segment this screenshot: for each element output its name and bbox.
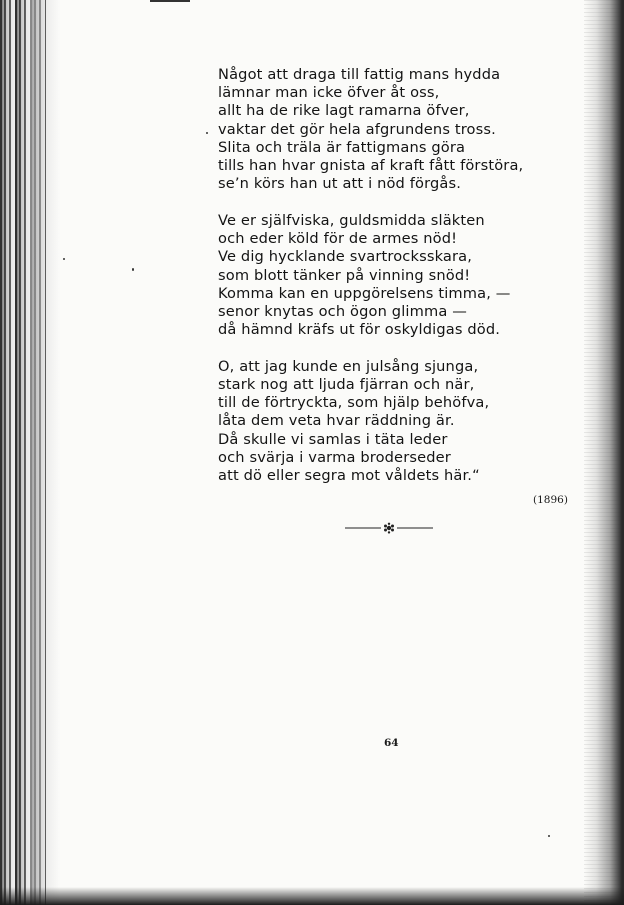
binding-shadow [30,0,60,905]
flower-ornament-icon [384,523,394,534]
stanza-1 [218,66,558,193]
scan-speck [206,132,208,134]
poem-line: se’n körs han ut att i nöd förgås. [218,175,462,193]
poem-line: låta dem veta hvar räddning är. [218,412,455,430]
poem-line: och eder köld för de armes nöd! [218,230,458,248]
page-number: 64 [384,737,399,749]
poem-line: vaktar det gör hela afgrundens tross. [218,120,496,138]
scan-speck [63,258,65,260]
poem-line: Då skulle vi samlas i täta leder [218,430,448,448]
poem-line: då hämnd kräfs ut för oskyldigas död. [218,321,501,339]
page-edge-top-mark [150,0,190,2]
poem-line: Ve dig hycklande svartrocksskara, [218,248,473,266]
poem-line: tills han hvar gnista af kraft fått förstöra, [218,157,524,175]
poem-year: (1896) [533,494,568,506]
poem-text [218,66,558,504]
poem-line: Något att draga till fattig mans hydda [218,66,501,83]
divider-ornament [345,521,433,535]
poem-line: allt ha de rike lagt ramarna öfver, [218,102,470,120]
poem-line: Ve er själfviska, guldsmidda släkten [218,211,485,229]
scan-speck [548,835,550,837]
poem-line: till de förtryckta, som hjälp behöfva, [218,394,490,412]
poem-line: senor knytas och ögon glimma — [218,302,467,320]
stanza-3 [218,358,558,485]
poem-line: O, att jag kunde en julsång sjunga, [218,357,479,375]
poem-line: lämnar man icke öfver åt oss, [218,84,440,102]
poem-line: Slita och träla är fattigmans göra [218,138,466,156]
poem-line: Komma kan en uppgörelsens timma, — [218,284,511,302]
poem-line: som blott tänker på vinning snöd! [218,266,471,284]
poem-line: stark nog att ljuda fjärran och när, [218,376,475,394]
page-edge-bottom [0,887,624,905]
poem-line: och svärja i varma broderseder [218,448,451,466]
scan-speck [132,268,134,271]
page-edge-right [584,0,624,905]
poem-line: att dö eller segra mot våldets här.“ [218,467,480,485]
stanza-2 [218,212,558,339]
